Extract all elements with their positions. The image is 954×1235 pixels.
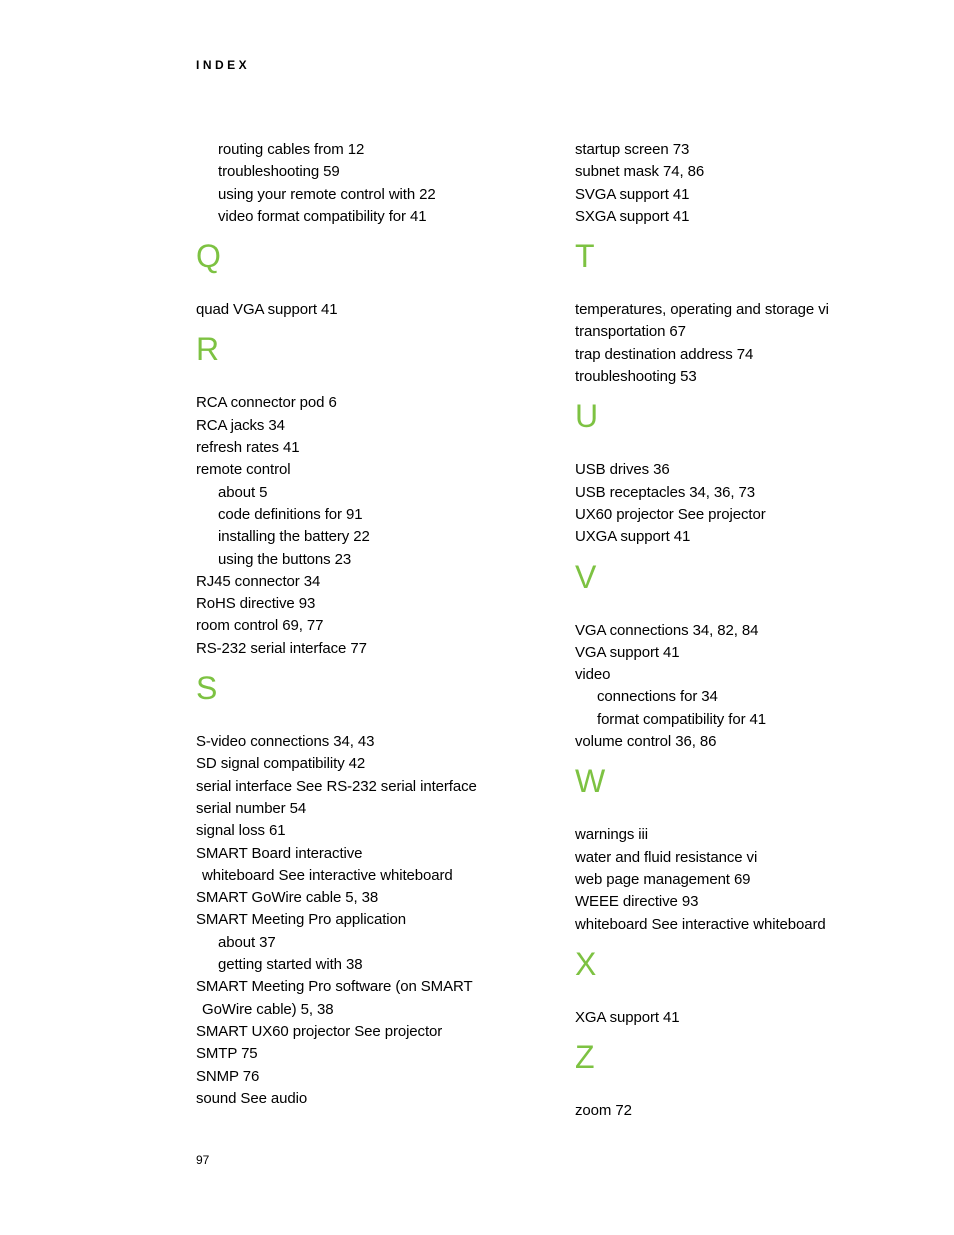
index-entry: VGA support 41 <box>575 643 680 661</box>
index-entry: USB receptacles 34, 36, 73 <box>575 483 756 501</box>
index-subentry: format compatibility for 41 <box>597 710 767 728</box>
index-column-right <box>575 139 935 1122</box>
index-subentry: connections for 34 <box>597 688 718 706</box>
index-subentry: getting started with 38 <box>218 956 363 974</box>
index-entry: startup screen 73 <box>575 141 690 158</box>
index-entry: RoHS directive 93 <box>196 595 316 613</box>
section-letter-z: Z <box>575 1039 595 1076</box>
index-entry: serial number 54 <box>196 799 307 817</box>
index-entry: temperatures, operating and storage vi <box>575 301 829 319</box>
index-entry: UXGA support 41 <box>575 528 691 546</box>
index-subentry: about 37 <box>218 933 276 951</box>
index-entry: WEEE directive 93 <box>575 893 699 911</box>
index-subentry: video format compatibility for 41 <box>218 207 427 225</box>
section-letter-s: S <box>196 670 218 707</box>
index-entry: refresh rates 41 <box>196 439 300 457</box>
index-entry: SNMP 76 <box>196 1067 260 1085</box>
index-entry: SMART GoWire cable 5, 38 <box>196 889 379 907</box>
index-entry: quad VGA support 41 <box>196 301 338 319</box>
index-entry: USB drives 36 <box>575 461 670 479</box>
index-subentry: code definitions for 91 <box>218 505 363 523</box>
index-subentry: installing the battery 22 <box>218 528 370 546</box>
index-entry: RJ45 connector 34 <box>196 572 321 590</box>
index-entry: SMART Meeting Pro software (on SMART <box>196 978 473 996</box>
index-entry: S-video connections 34, 43 <box>196 733 375 751</box>
index-entry: UX60 projector See projector <box>575 505 766 523</box>
index-entry: whiteboard See interactive whiteboard <box>575 915 826 933</box>
index-entry: water and fluid resistance vi <box>575 848 758 866</box>
section-letter-x: X <box>575 945 597 982</box>
index-entry: RCA connector pod 6 <box>196 394 337 412</box>
index-column-left <box>196 139 556 1110</box>
index-subentry: using your remote control with 22 <box>218 185 436 203</box>
index-subentry: about 5 <box>218 483 268 501</box>
index-entry: zoom 72 <box>575 1102 632 1120</box>
index-entry: SMART UX60 projector See projector <box>196 1022 443 1040</box>
section-letter-w: W <box>575 763 606 800</box>
index-entry: transportation 67 <box>575 323 686 341</box>
index-entry: troubleshooting 53 <box>575 368 697 386</box>
page-number: 97 <box>196 1153 210 1167</box>
index-entry: RS-232 serial interface 77 <box>196 639 367 657</box>
page-header-title: INDEX <box>196 58 251 72</box>
section-letter-r: R <box>196 331 220 368</box>
index-entry: SXGA support 41 <box>575 207 690 225</box>
index-entry: SMTP 75 <box>196 1045 258 1063</box>
index-entry: sound See audio <box>196 1089 308 1107</box>
index-entry: remote control <box>196 461 291 479</box>
index-entry: SD signal compatibility 42 <box>196 755 366 773</box>
index-entry: GoWire cable) 5, 38 <box>202 1000 334 1018</box>
index-entry: serial interface See RS-232 serial interface <box>196 777 477 795</box>
section-letter-q: Q <box>196 238 221 275</box>
index-entry: SMART Board interactive <box>196 844 363 862</box>
section-letter-v: V <box>575 558 597 595</box>
index-entry: volume control 36, 86 <box>575 733 717 751</box>
index-entry: SVGA support 41 <box>575 185 690 203</box>
index-entry: trap destination address 74 <box>575 345 754 363</box>
index-entry: SMART Meeting Pro application <box>196 911 406 929</box>
index-subentry: routing cables from 12 <box>218 141 365 158</box>
index-entry: room control 69, 77 <box>196 617 324 635</box>
index-entry: warnings iii <box>575 826 648 844</box>
index-entry: web page management 69 <box>575 870 751 888</box>
section-letter-t: T <box>575 238 595 275</box>
section-letter-u: U <box>575 398 599 435</box>
index-entry: video <box>575 666 611 684</box>
index-entry: XGA support 41 <box>575 1008 680 1026</box>
index-entry: whiteboard See interactive whiteboard <box>202 866 453 884</box>
index-entry: RCA jacks 34 <box>196 416 285 434</box>
index-entry: VGA connections 34, 82, 84 <box>575 621 759 639</box>
index-subentry: using the buttons 23 <box>218 550 352 568</box>
index-subentry: troubleshooting 59 <box>218 163 340 181</box>
index-entry: signal loss 61 <box>196 822 286 840</box>
index-entry: subnet mask 74, 86 <box>575 163 705 181</box>
